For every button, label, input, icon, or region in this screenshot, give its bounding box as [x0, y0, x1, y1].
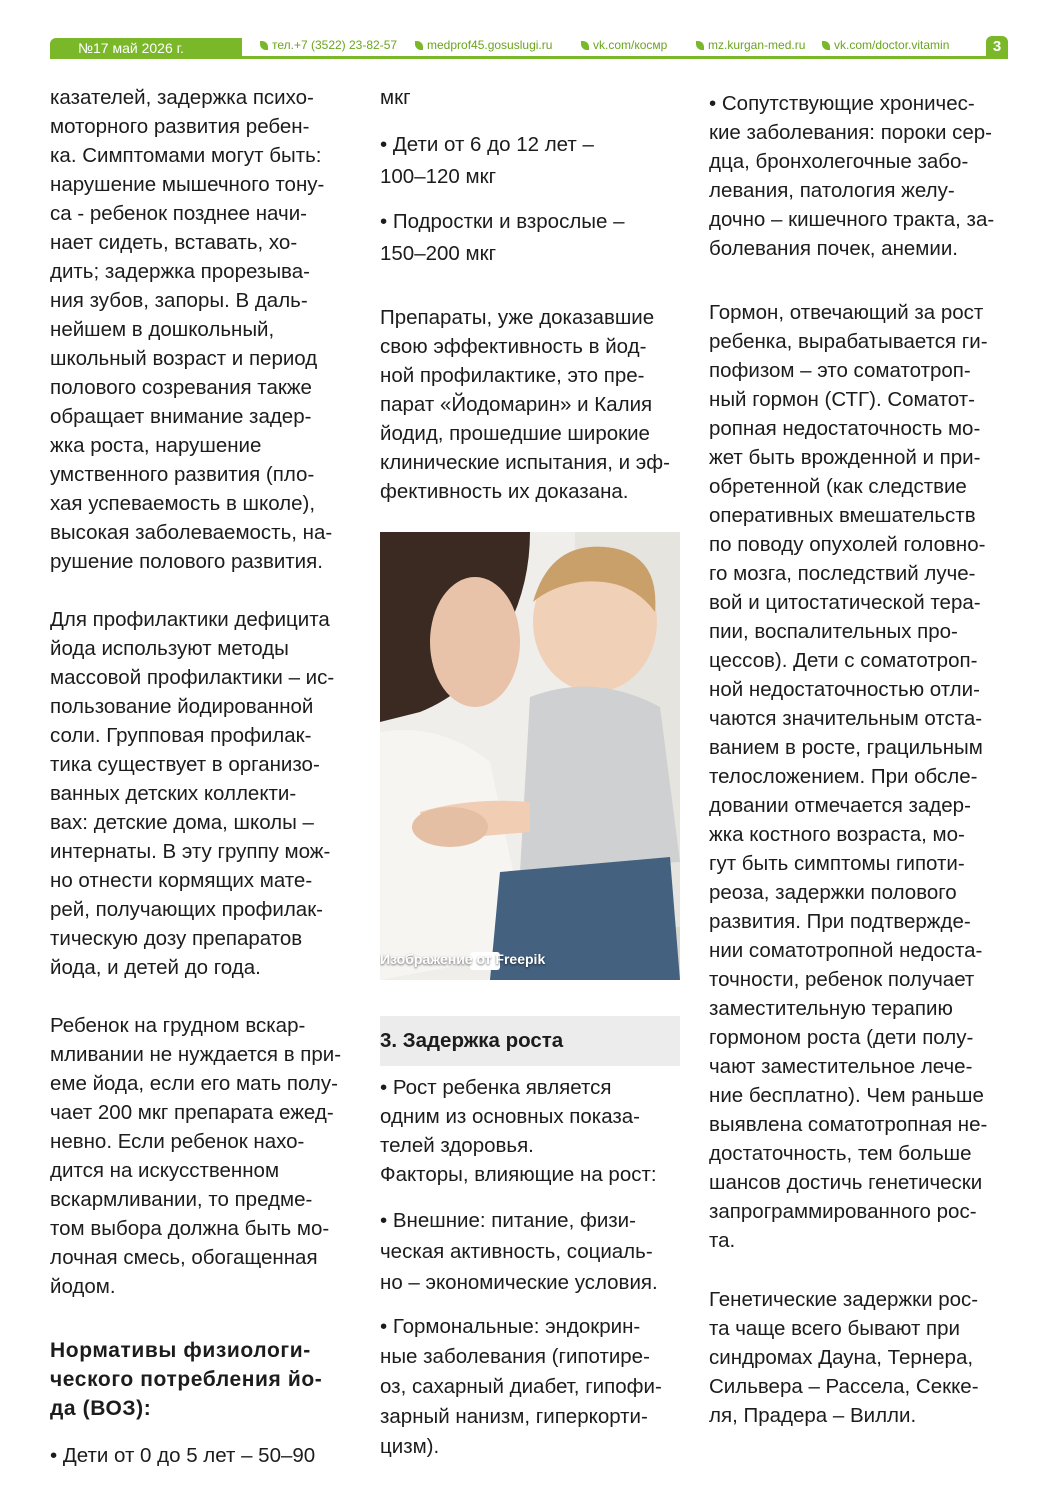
text-line: тическую дозу препаратов — [50, 927, 303, 950]
paragraph — [50, 1011, 350, 1301]
text-line: чают заместительное лече- — [709, 1055, 973, 1078]
text-line: ной профилактике, это пре- — [380, 364, 645, 387]
text-line: • Подростки и взрослые – — [380, 210, 625, 233]
bullet-item — [380, 129, 680, 193]
column-right — [709, 89, 1009, 1430]
text-line: ропная недостаточность мо- — [709, 417, 981, 440]
text-line: ный гормон (СТГ). Соматот- — [709, 388, 975, 411]
bullet-item — [709, 89, 1009, 263]
text-line: цизм). — [380, 1435, 440, 1458]
text-line: го мозга, последствий луче- — [709, 562, 976, 585]
text-line: йодом. — [50, 1275, 116, 1298]
contact-mz-text[interactable]: mz.kurgan-med.ru — [708, 38, 806, 52]
text-line: обретенной (как следствие — [709, 475, 967, 498]
bullet-item — [380, 206, 680, 270]
text-line: фективность их доказана. — [380, 480, 629, 503]
photo-credit: Изображение от Freepik — [380, 951, 546, 967]
text-line: дить; задержка прорезыва- — [50, 260, 310, 283]
text-line: том выбора должна быть мо- — [50, 1217, 330, 1240]
text-line: реоза, задержки полового — [709, 881, 957, 904]
text-line: соли. Групповая профилак- — [50, 724, 312, 747]
bullet-item — [380, 1073, 680, 1160]
leaf-icon — [822, 41, 830, 50]
text-line: рушение полового развития. — [50, 550, 323, 573]
text-line: цессов). Дети с соматотроп- — [709, 649, 978, 672]
leaf-icon — [696, 41, 704, 50]
text-line: достаточность, тем больше — [709, 1142, 972, 1165]
text-line: обращает внимание задер- — [50, 405, 312, 428]
text-line: умственного развития (пло- — [50, 463, 315, 486]
page-header — [0, 0, 1061, 62]
text-line: полового созревания также — [50, 376, 312, 399]
text-line: • Дети от 6 до 12 лет – — [380, 133, 594, 156]
text-line: левания, патология желу- — [709, 179, 955, 202]
header-rule — [50, 56, 1008, 59]
contact-vk[interactable] — [581, 38, 667, 52]
text-line: но отнести кормящих мате- — [50, 869, 313, 892]
paragraph — [50, 83, 350, 576]
text-line: высокая заболеваемость, на- — [50, 521, 333, 544]
text-line: интернаты. В эту группу мож- — [50, 840, 331, 863]
text-line: ля, Прадера – Вилли. — [709, 1404, 917, 1427]
text-line: парат «Йодомарин» и Калия — [380, 393, 653, 416]
text-line: гут быть симптомы гипоти- — [709, 852, 965, 875]
text-line: ванием в росте, грацильным — [709, 736, 983, 759]
text-line: телосложением. При обсле- — [709, 765, 978, 788]
text-line: выявлена соматотропная не- — [709, 1113, 988, 1136]
text-line: ные заболевания (гипотире- — [380, 1345, 650, 1368]
text-line: лочная смесь, обогащенная — [50, 1246, 318, 1269]
text-line: еме йода, если его мать полу- — [50, 1072, 338, 1095]
doctor-child-photo — [380, 532, 680, 980]
text-line: вскармливании, то предме- — [50, 1188, 313, 1211]
text-line: йода используют методы — [50, 637, 289, 660]
text-line: пользование йодированной — [50, 695, 314, 718]
text-line: Препараты, уже доказавшие — [380, 306, 655, 329]
photo-illustration — [380, 532, 680, 980]
text-line: ка. Симптомами могут быть: — [50, 144, 322, 167]
paragraph: Факторы, влияющие на рост: — [380, 1163, 657, 1186]
text-line: шансов достичь генетически — [709, 1171, 983, 1194]
bullet-item: • Дети от 0 до 5 лет – 50–90 — [50, 1444, 316, 1467]
paragraph — [50, 605, 350, 982]
text-line: жка костного возраста, мо- — [709, 823, 965, 846]
column-middle — [380, 83, 680, 1462]
text-line: зарный нанизм, гиперкорти- — [380, 1405, 648, 1428]
text-line: мливании не нуждается в при- — [50, 1043, 342, 1066]
text-line: Для профилактики дефицита — [50, 608, 330, 631]
paragraph — [709, 298, 1009, 1255]
text-line: дца, бронхолегочные забо- — [709, 150, 969, 173]
paragraph — [380, 303, 680, 506]
text-line: ческая активность, социаль- — [380, 1240, 653, 1263]
text-line: кие заболевания: пороки сер- — [709, 121, 992, 144]
text-line: • Внешние: питание, физи- — [380, 1209, 636, 1232]
text-line: чаются значительным отста- — [709, 707, 983, 730]
text-line: точности, ребенок получает — [709, 968, 975, 991]
text-line: пии, воспалительных про- — [709, 620, 958, 643]
text-line: ванных детских коллекти- — [50, 782, 297, 805]
text-line: нает сидеть, вставать, хо- — [50, 231, 298, 254]
text-line: вой и цитостатической тера- — [709, 591, 981, 614]
text-line: Ребенок на грудном вскар- — [50, 1014, 306, 1037]
column-left — [50, 83, 350, 1470]
text-line: массовой профилактики – ис- — [50, 666, 335, 689]
issue-label: №17 май 2026 г. — [50, 38, 242, 58]
text-line: нарушение мышечного тону- — [50, 173, 325, 196]
text-line: та чаще всего бывают при — [709, 1317, 961, 1340]
text-line: пофизом – это соматотроп- — [709, 359, 971, 382]
text-line: да (ВОЗ): — [50, 1397, 152, 1420]
paragraph: мкг — [380, 86, 411, 109]
leaf-icon — [581, 41, 589, 50]
text-line: • Гормональные: эндокрин- — [380, 1315, 641, 1338]
text-line: клинические испытания, и эф- — [380, 451, 670, 474]
text-line: • Сопутствующие хроничес- — [709, 92, 975, 115]
text-line: вах: детские дома, школы – — [50, 811, 314, 834]
text-line: та. — [709, 1229, 736, 1252]
text-line: йодид, прошедшие широкие — [380, 422, 650, 445]
text-line: моторного развития ребен- — [50, 115, 310, 138]
text-line: Сильвера – Рассела, Секке- — [709, 1375, 979, 1398]
text-line: чает 200 мкг препарата ежед- — [50, 1101, 334, 1124]
contact-vk-text[interactable]: vk.com/космр — [593, 38, 668, 52]
contact-phone — [260, 38, 397, 52]
contact-vk-doctor-text[interactable]: vk.com/doctor.vitamin — [834, 38, 950, 52]
text-line: йода, и детей до года. — [50, 956, 261, 979]
text-line: синдромах Дауна, Тернера, — [709, 1346, 974, 1369]
text-line: ние бесплатно). Чем раньше — [709, 1084, 984, 1107]
text-line: казателей, задержка психо- — [50, 86, 314, 109]
text-line: болевания почек, анемии. — [709, 237, 958, 260]
contact-site[interactable] — [415, 38, 552, 52]
text-line: оз, сахарный диабет, гипофи- — [380, 1375, 662, 1398]
text-line: по поводу опухолей головно- — [709, 533, 986, 556]
text-line: Нормативы физиологи- — [50, 1339, 311, 1362]
text-line: развития. При подтвержде- — [709, 910, 971, 933]
text-line: • Рост ребенка является — [380, 1076, 612, 1099]
text-line: нии соматотропной недоста- — [709, 939, 983, 962]
text-line: нейшем в дошкольный, — [50, 318, 275, 341]
leaf-icon — [260, 41, 268, 50]
text-line: ребенка, вырабатывается ги- — [709, 330, 988, 353]
text-line: 100–120 мкг — [380, 165, 497, 188]
contact-vk-doctor[interactable] — [822, 38, 949, 52]
leaf-icon — [415, 41, 423, 50]
text-line: свою эффективность в йод- — [380, 335, 647, 358]
text-line: са - ребенок позднее начи- — [50, 202, 307, 225]
contact-phone-text: тел.+7 (3522) 23-82-57 — [272, 38, 398, 52]
text-line: оперативных вмешательств — [709, 504, 976, 527]
text-line: тика существует в организо- — [50, 753, 320, 776]
text-line: 150–200 мкг — [380, 242, 497, 265]
contact-site-text[interactable]: medprof45.gosuslugi.ru — [427, 38, 553, 52]
text-line: ческого потребления йо- — [50, 1368, 323, 1391]
paragraph — [709, 1285, 1009, 1430]
text-line: заместительную терапию — [709, 997, 953, 1020]
text-line: запрограммированного рос- — [709, 1200, 977, 1223]
text-line: рей, получающих профилак- — [50, 898, 324, 921]
text-line: довании отмечается задер- — [709, 794, 971, 817]
text-line: жет быть врожденной и при- — [709, 446, 981, 469]
contact-mz[interactable] — [696, 38, 805, 52]
text-line: Генетические задержки рос- — [709, 1288, 979, 1311]
text-line: ной недостаточностью отли- — [709, 678, 980, 701]
text-line: дочно – кишечного тракта, за- — [709, 208, 995, 231]
text-line: хая успеваемость в школе), — [50, 492, 316, 515]
text-line: Гормон, отвечающий за рост — [709, 301, 984, 324]
bullet-item — [380, 1312, 680, 1462]
text-line: телей здоровья. — [380, 1134, 534, 1157]
text-line: но – экономические условия. — [380, 1271, 658, 1294]
text-line: одним из основных показа- — [380, 1105, 641, 1128]
text-line: ния зубов, запоры. В даль- — [50, 289, 308, 312]
subheading-who-norms — [50, 1336, 350, 1423]
bullet-item — [380, 1205, 680, 1298]
text-line: жка роста, нарушение — [50, 434, 262, 457]
page-number: 3 — [986, 36, 1008, 58]
text-line: гормоном роста (дети полу- — [709, 1026, 974, 1049]
text-line: невно. Если ребенок нахо- — [50, 1130, 305, 1153]
text-line: школьный возраст и период — [50, 347, 318, 370]
text-line: дится на искусственном — [50, 1159, 280, 1182]
section-heading: 3. Задержка роста — [380, 1016, 680, 1066]
